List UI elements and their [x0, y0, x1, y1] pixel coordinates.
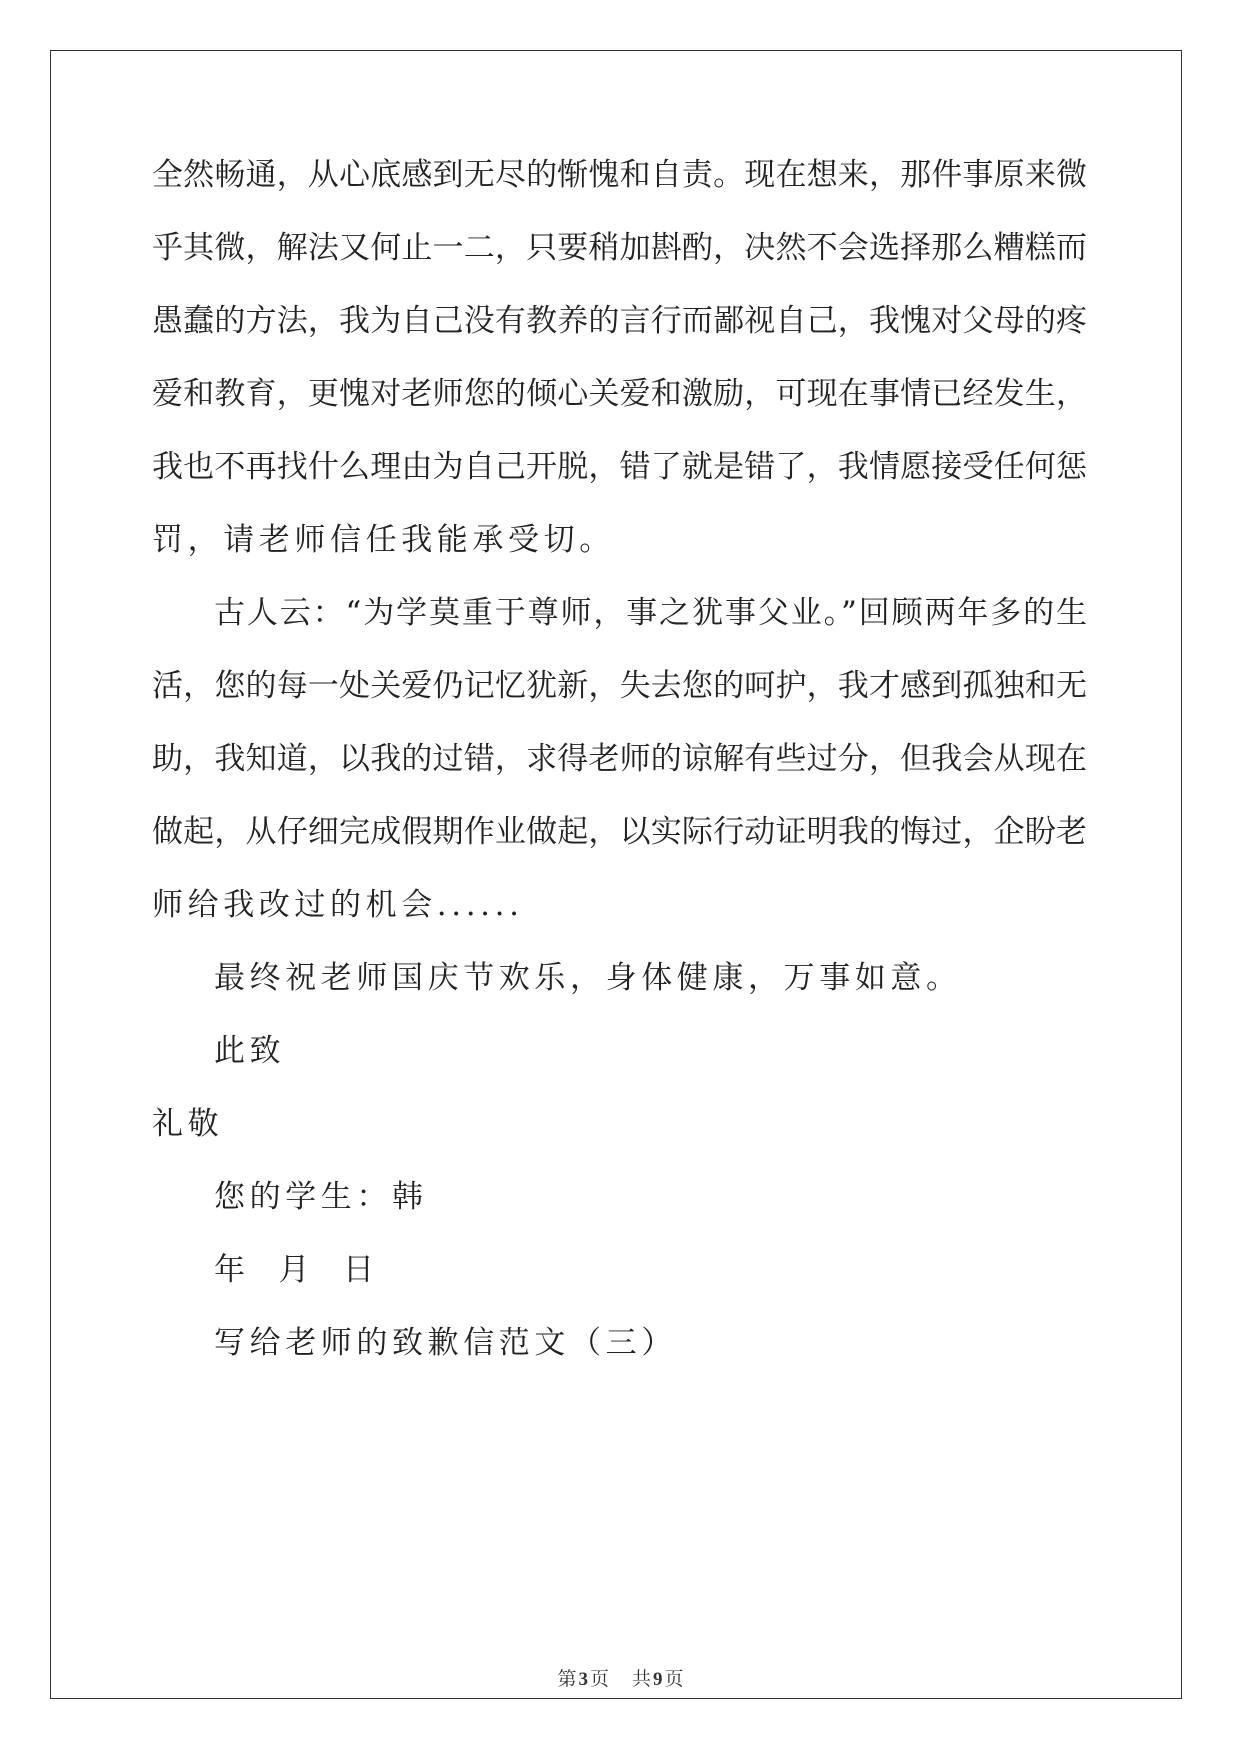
- footer-total-pages: 9: [653, 1669, 663, 1690]
- closing-lijing: 礼敬: [152, 1106, 224, 1142]
- body-line-11: 师给我改过的机会......: [152, 887, 524, 923]
- closing-cizhi: 此致: [214, 1033, 286, 1069]
- body-line-5: 我也不再找什么理由为自己开脱，错了就是错了，我情愿接受任何惩: [152, 449, 1087, 485]
- footer-page-word: 页: [589, 1669, 609, 1690]
- body-line-7: 古人云：“为学莫重于尊师，事之犹事父业。”回顾两年多的生: [214, 595, 1087, 631]
- body-line-6: 罚，请老师信任我能承受切。: [152, 522, 615, 558]
- footer-total-suffix: 页: [664, 1669, 684, 1690]
- body-line-4: 爱和教育，更愧对老师您的倾心关爱和激励，可现在事情已经发生，: [152, 376, 1087, 412]
- body-line-3: 愚蠢的方法，我为自己没有教养的言行而鄙视自己，我愧对父母的疼: [152, 303, 1087, 339]
- page-border: [50, 50, 1182, 1699]
- closing-wish: 最终祝老师国庆节欢乐，身体健康，万事如意。: [214, 960, 962, 996]
- body-line-2: 乎其微，解法又何止一二，只要稍加斟酌，决然不会选择那么糟糕而: [152, 230, 1087, 266]
- body-line-9: 助，我知道，以我的过错，求得老师的谅解有些过分，但我会从现在: [152, 741, 1087, 777]
- section-title: 写给老师的致歉信范文（三）: [214, 1325, 677, 1361]
- body-line-10: 做起，从仔细完成假期作业做起，以实际行动证明我的悔过，企盼老: [152, 814, 1087, 850]
- body-line-1: 全然畅通，从心底感到无尽的惭愧和自责。现在想来，那件事原来微: [152, 157, 1087, 193]
- date-line: 年 月 日: [214, 1252, 379, 1288]
- footer-prefix: 第: [557, 1669, 577, 1690]
- body-line-8: 活，您的每一处关爱仍记忆犹新，失去您的呵护，我才感到孤独和无: [152, 668, 1087, 704]
- footer-total-prefix: 共: [632, 1669, 652, 1690]
- footer-current-page: 3: [578, 1669, 588, 1690]
- page-footer: [0, 1664, 1241, 1691]
- signature: 您的学生：韩: [214, 1179, 428, 1215]
